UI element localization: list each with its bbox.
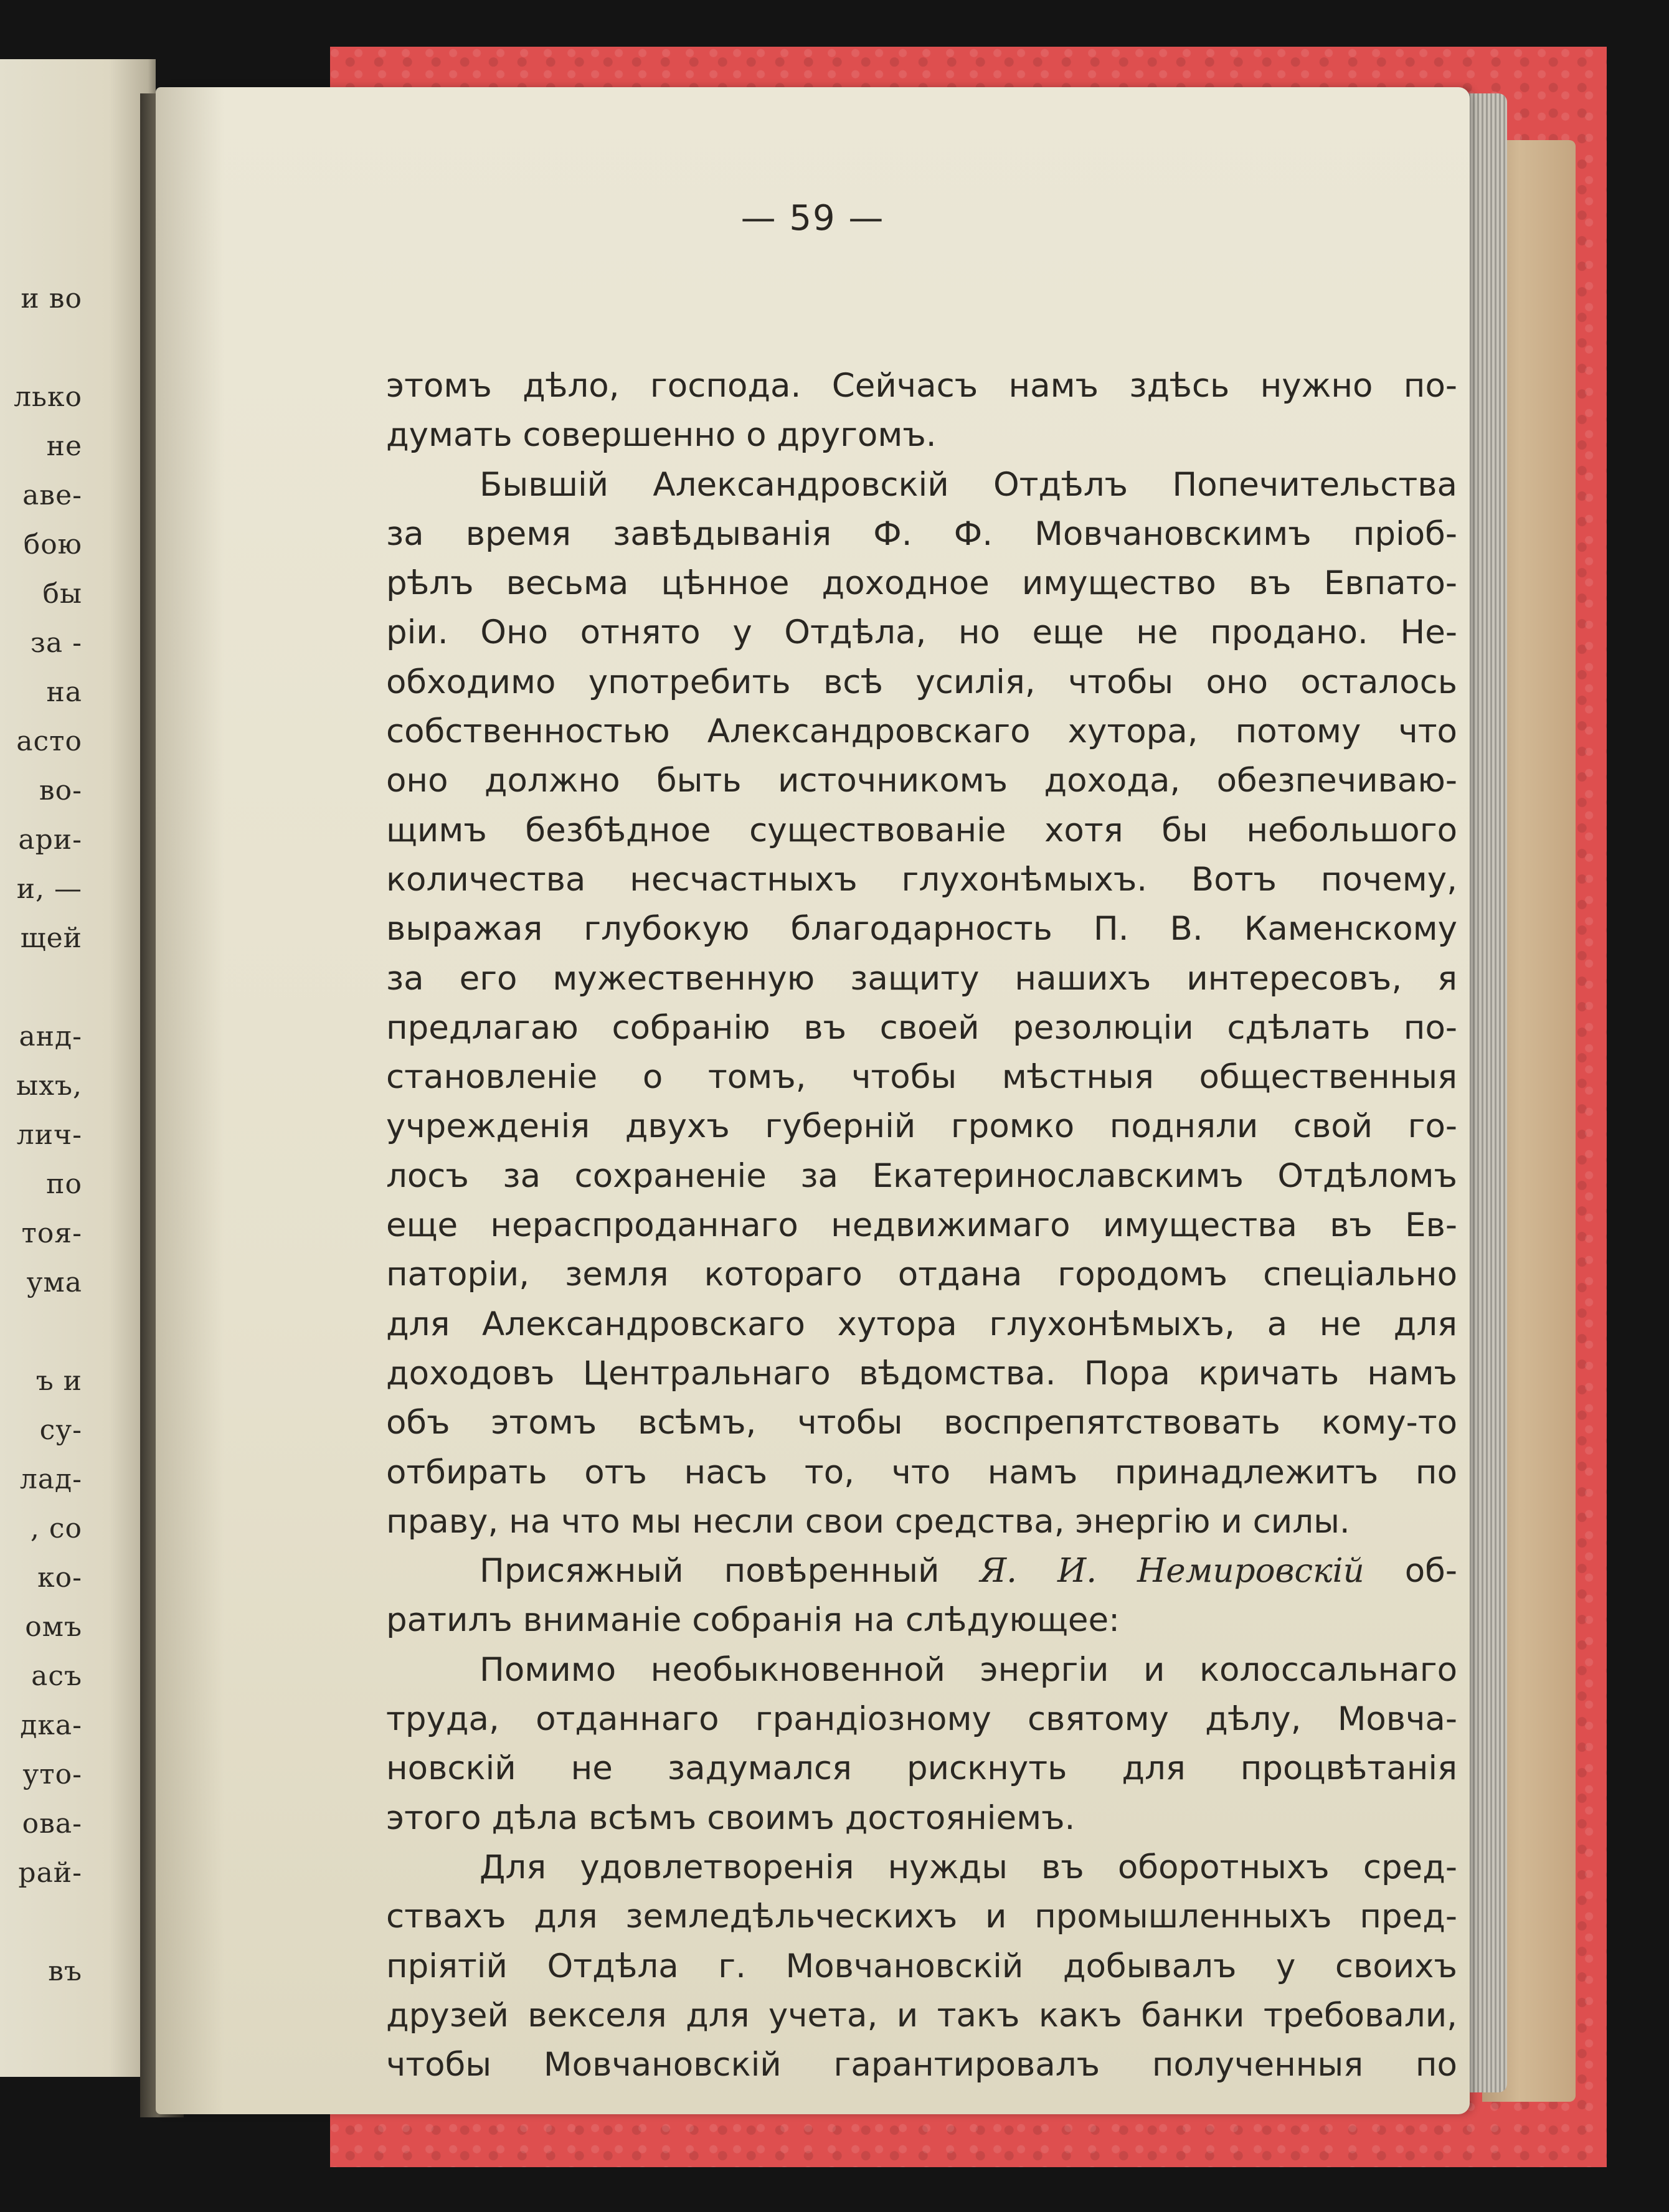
text-line: предлагаю собранiю въ своей резолюцiи сдѣлать по- (386, 1008, 1457, 1047)
text-line: чтобы Мовчановскiй гарантировалъ полученныя по (386, 2046, 1457, 2084)
speaker-line-prefix: Присяжный повѣренный (480, 1552, 980, 1590)
text-line: этого дѣла всѣмъ своимъ достоянiемъ. (386, 1798, 1076, 1837)
left-page-line: рай- (18, 1857, 82, 1889)
text-line: Для удовлетворенiя нужды въ оборотныхъ сред- (480, 1848, 1457, 1886)
text-line: ратилъ вниманiе собранiя на слѣдующее: (386, 1601, 1120, 1640)
text-line: собственностью Александровскаго хутора, потому что (386, 712, 1457, 751)
text-line: за время завѣдыванiя Ф. Ф. Мовчановскимъ прiоб- (386, 514, 1457, 553)
left-page-line: бы (42, 578, 82, 610)
text-line: прiятiй Отдѣла г. Мовчановскiй добывалъ у своихъ (386, 1947, 1457, 1985)
paragraphs-top (386, 361, 1457, 1546)
text-line: Помимо необыкновенной энергiи и колоссальнаго (480, 1650, 1457, 1689)
left-page-line: лько (14, 381, 82, 413)
text-line: отбирать отъ насъ то, что намъ принадлежитъ по (386, 1453, 1457, 1491)
left-page-line (0, 323, 82, 372)
left-page-text (0, 274, 82, 1996)
left-page-line: уто- (22, 1759, 82, 1790)
left-page-line: ъ и (35, 1365, 82, 1397)
left-page-line: анд- (19, 1021, 82, 1052)
text-line: думать совершенно о другомъ. (386, 416, 937, 455)
text-line: новскiй не задумался рискнуть для процвѣтанiя (386, 1749, 1457, 1788)
page-body-text (386, 361, 1457, 2089)
left-page-line: во- (39, 775, 82, 806)
speaker-line (386, 1546, 1457, 1595)
text-line: учрежденiя двухъ губернiй громко подняли свой го- (386, 1107, 1457, 1146)
text-line: труда, отданнаго грандiозному святому дѣлу, Мовча- (386, 1700, 1457, 1739)
text-line: рѣлъ весьма цѣнное доходное имущество въ Евпато- (386, 564, 1457, 603)
text-line: обходимо употребить всѣ усилiя, чтобы оно осталось (386, 663, 1457, 701)
left-page-line: ари- (18, 824, 82, 856)
left-page-line: су- (39, 1414, 82, 1446)
text-line: друзей векселя для учета, и такъ какъ банки требовали, (386, 1996, 1457, 2035)
text-line: выражая глубокую благодарность П. В. Каменскому (386, 910, 1457, 948)
text-line: праву, на что мы несли свои средства, энергiю и силы. (386, 1502, 1350, 1541)
text-line: еще нераспроданнаго недвижимаго имущества въ Ев- (386, 1206, 1457, 1245)
left-page-line: въ (48, 1955, 82, 1987)
left-page-line: бою (23, 529, 82, 560)
left-page-line: ова- (22, 1808, 82, 1840)
text-line: ствахъ для земледѣльческихъ и промышленныхъ пред- (386, 1898, 1457, 1936)
left-page-line: на (46, 676, 82, 708)
left-page-line: дка- (20, 1709, 82, 1741)
speaker-name: Я. И. Немировскiй (980, 1552, 1364, 1590)
left-page-line: щей (20, 922, 82, 954)
left-page-line: ыхъ, (16, 1070, 82, 1102)
left-page-line: аве- (22, 480, 82, 511)
left-page-line: лад- (19, 1463, 82, 1495)
left-page-line (0, 1307, 82, 1356)
text-line: за его мужественную защиту нашихъ интересовъ, я (386, 959, 1457, 998)
left-page-line (0, 963, 82, 1012)
left-page-line: ко- (37, 1562, 82, 1594)
text-line: рiи. Оно отнято у Отдѣла, но еще не продано. Не- (386, 613, 1457, 652)
right-page (156, 87, 1470, 2114)
left-page (0, 59, 156, 2077)
text-line: лосъ за сохраненiе за Екатеринославскимъ Отдѣломъ (386, 1156, 1457, 1195)
text-line: паторiи, земля котораго отдана городомъ спецiально (386, 1255, 1457, 1294)
left-page-line: по (46, 1168, 82, 1200)
left-page-line: ума (26, 1267, 82, 1298)
text-line: этомъ дѣло, господа. Сейчасъ намъ здѣсь нужно по- (386, 367, 1457, 405)
text-line: становленiе о томъ, чтобы мѣстныя общественныя (386, 1058, 1457, 1097)
left-page-line: и, — (16, 873, 82, 905)
text-line: количества несчастныхъ глухонѣмыхъ. Вотъ почему, (386, 860, 1457, 899)
paragraphs-bottom (386, 1595, 1457, 2089)
left-page-line: тоя- (21, 1217, 82, 1249)
left-page-line: за - (30, 627, 82, 659)
text-line: доходовъ Центральнаго вѣдомства. Пора кричать намъ (386, 1354, 1457, 1392)
left-page-line: и во (21, 283, 82, 314)
left-page-line: , со (30, 1513, 82, 1544)
left-page-line: лич- (16, 1119, 82, 1151)
text-line: Бывшiй Александровскiй Отдѣлъ Попечительства (480, 465, 1457, 504)
text-line: объ этомъ всѣмъ, чтобы воспрепятствовать кому-то (386, 1404, 1457, 1442)
text-line: щимъ безбѣдное существованiе хотя бы небольшого (386, 811, 1457, 849)
left-page-line (0, 1898, 82, 1947)
page-number: — 59 — (740, 198, 885, 239)
left-page-line: омъ (25, 1611, 82, 1643)
text-line: оно должно быть источникомъ дохода, обезпечиваю- (386, 762, 1457, 800)
left-page-line: не (46, 430, 82, 462)
left-page-line: асто (16, 726, 82, 757)
text-line: для Александровскаго хутора глухонѣмыхъ, а не для (386, 1305, 1457, 1343)
speaker-line-suffix: об- (1364, 1552, 1457, 1590)
left-page-line: асъ (31, 1660, 82, 1692)
